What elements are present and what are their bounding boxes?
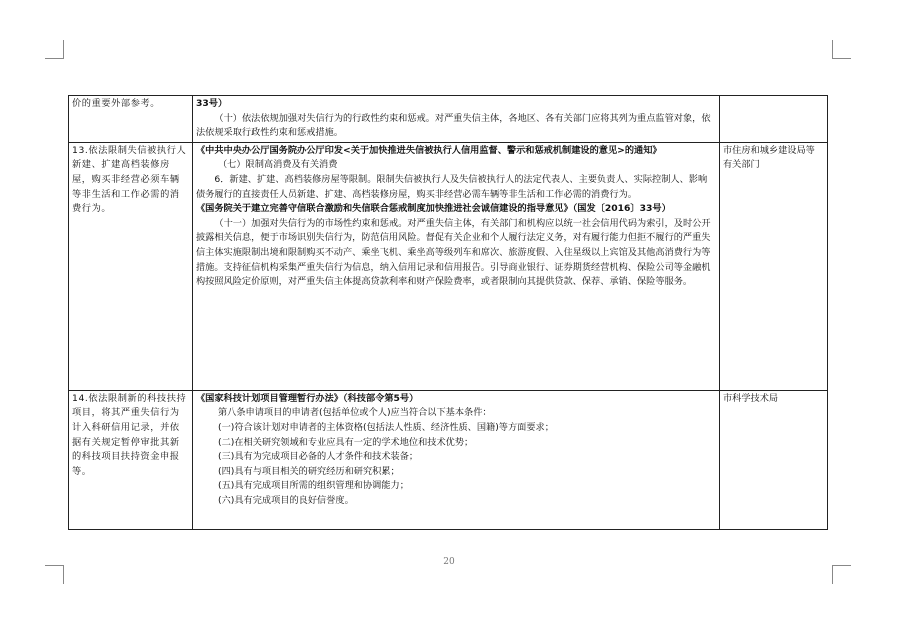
- basis-line: (四)具有与项目相关的研究经历和研究积累；: [218, 465, 400, 477]
- dept-cell: [720, 96, 828, 143]
- table-row: [69, 390, 828, 529]
- basis-line: (二)在相关研究领域和专业应具有一定的学术地位和技术优势；: [218, 436, 474, 448]
- basis-line: （十）依法依规加强对失信行为的行政性约束和惩戒。对严重失信主体，各地区、各有关部门应将其列为重点监管对象，依法依规采取行政性约束和惩戒措施。: [196, 112, 711, 139]
- measure-text: 13.依法限制失信被执行人新建、扩建高档装修房屋，购买非经营必须车辆等非生活和工作必需的消费行为。: [72, 144, 187, 215]
- dept-cell: [720, 142, 828, 390]
- table-row: [69, 96, 828, 143]
- crop-mark-bottom-left: [45, 565, 64, 584]
- basis-line: （七）限制高消费及有关消费: [218, 159, 338, 171]
- crop-mark-bottom-right: [832, 565, 851, 584]
- measure-cell: [69, 390, 193, 529]
- measures-table: [68, 95, 828, 530]
- basis-cell: [193, 96, 720, 143]
- basis-line: 6．新建、扩建、高档装修房屋等限制。限制失信被执行人及失信被执行人的法定代表人、主要负责人、实际控制人、影响债务履行的直接责任人员新建、扩建、高档装修房屋，购买非经营必需车辆等非生活和工作必需的消费行为。: [196, 173, 708, 200]
- basis-line: 《国务院关于建立完善守信联合激励和失信联合惩戒制度加快推进社会诚信建设的指导意见》（国发〔2016〕33号）: [196, 203, 671, 215]
- table-row: [69, 142, 828, 390]
- basis-cell: [193, 142, 720, 390]
- basis-line: （十一）加强对失信行为的市场性约束和惩戒。对严重失信主体，有关部门和机构应以统一社会信用代码为索引，及时公开披露相关信息，便于市场识别失信行为，防范信用风险。督促有关企业和个人履行法定义务，对有履行能力但拒不履行的严重失信主体实施限制出境和限制购买不动产、乘坐飞机、乘坐高等级列车和席次、旅游度假、入住星级以上宾馆及其他高消费行为等措施。支持征信机构采集严重失信行为信息，纳入信用记录和信用报告。引导商业银行、证券期货经营机构、保险公司等金融机构按照风险定价原则，对严重失信主体提高贷款利率和财产保险费率，或者限制向其提供贷款、保荐、承销、保险等服务。: [196, 217, 711, 288]
- dept-text: 市住房和城乡建设局等有关部门: [723, 144, 815, 171]
- basis-line: (五)具有完成项目所需的组织管理和协调能力；: [218, 480, 409, 492]
- measure-text: 价的重要外部参考。: [72, 98, 161, 109]
- basis-line: (六)具有完成项目的良好信誉度。: [218, 494, 354, 506]
- basis-cell: [193, 390, 720, 529]
- dept-cell: [720, 390, 828, 529]
- measure-cell: [69, 96, 193, 143]
- measure-cell: [69, 142, 193, 390]
- page-number: 20: [443, 557, 455, 567]
- basis-line: 33号）: [196, 98, 228, 109]
- dept-text: 市科学技术局: [723, 392, 779, 404]
- basis-line: 《国家科技计划项目管理暂行办法》（科技部令第5号）: [196, 392, 419, 404]
- crop-mark-top-right: [832, 40, 851, 59]
- basis-line: (一)符合该计划对申请者的主体资格(包括法人性质、经济性质、国籍)等方面要求；: [218, 421, 554, 433]
- basis-line: 《中共中央办公厅国务院办公厅印发<关于加快推进失信被执行人信用监督、警示和惩戒机制建设的意见>的通知》: [196, 144, 662, 156]
- basis-line: (三)具有为完成项目必备的人才条件和技术装备；: [218, 451, 419, 463]
- basis-line: 第八条申请项目的申请者(包括单位或个人)应当符合以下基本条件：: [218, 407, 492, 419]
- measure-text: 14.依法限制新的科技扶持项目，将其严重失信行为计入科研信用记录，并依据有关规定暂停审批其新的科技项目扶持资金申报等。: [72, 392, 187, 477]
- crop-mark-top-left: [45, 40, 64, 59]
